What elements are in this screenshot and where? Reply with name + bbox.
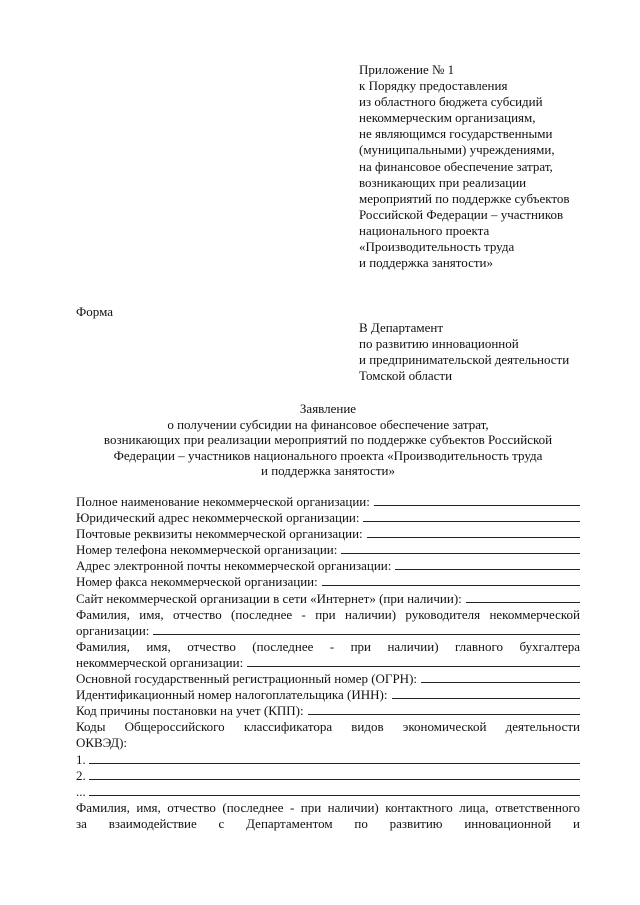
- phone-fill-line[interactable]: [341, 542, 580, 554]
- application-heading: [76, 401, 580, 479]
- appendix-line: из областного бюджета субсидий: [359, 94, 543, 110]
- accountant-label: некоммерческой организации:: [76, 654, 244, 670]
- full-name-label: Полное наименование некоммерческой организации:: [76, 494, 370, 509]
- email-label: Адрес электронной почты некоммерческой организации:: [76, 558, 392, 574]
- fax-label: Номер факса некоммерческой организации:: [76, 574, 318, 590]
- appendix-line: Приложение № 1: [359, 62, 455, 77]
- postal-details-label: Почтовые реквизиты некоммерческой организации:: [76, 526, 363, 542]
- okved-more-fill-line[interactable]: [89, 784, 580, 796]
- appendix-line: (муниципальными) учреждениями,: [359, 142, 555, 158]
- website-row: [76, 591, 580, 607]
- appendix-line: Российской Федерации – участников: [359, 206, 564, 222]
- okved-item-number: 1.: [76, 751, 86, 767]
- appendix-line: национального проекта: [359, 222, 490, 238]
- okved-item-number: 2.: [76, 767, 86, 783]
- legal-address-label: Юридический адрес некоммерческой организации:: [76, 510, 360, 526]
- ogrn-row: [76, 671, 580, 687]
- contact-label-line-2: за взаимодействие с Департаментом по развитию инновационной и: [76, 815, 580, 831]
- kpp-fill-line[interactable]: [308, 703, 580, 715]
- accountant-row: [76, 655, 580, 671]
- okved-item-fill-line[interactable]: [89, 768, 580, 780]
- accountant-label-line: Фамилия, имя, отчество (последнее - при наличии) главного бухгалтера: [76, 638, 580, 654]
- email-fill-line[interactable]: [395, 558, 580, 570]
- addressee-block: [359, 320, 569, 384]
- appendix-line: и поддержка занятости»: [359, 255, 493, 271]
- okved-item-row: [76, 768, 580, 784]
- document-title: Заявление: [299, 401, 357, 416]
- phone-row: [76, 542, 580, 558]
- postal-details-fill-line[interactable]: [367, 526, 580, 538]
- okved-label-line: Коды Общероссийского классификатора видов экономической деятельности: [76, 719, 580, 735]
- director-label-line: Фамилия, имя, отчество (последнее - при наличии) руководителя некоммерческой: [76, 606, 580, 622]
- addressee-line: и предпринимательской деятельности: [359, 352, 570, 368]
- inn-label: Идентификационный номер налогоплательщика (ИНН):: [76, 687, 388, 703]
- contact-label-line: Фамилия, имя, отчество (последнее - при наличии) контактного лица, ответственного: [76, 799, 580, 815]
- appendix-line: не являющимся государственными: [359, 126, 553, 142]
- appendix-line: мероприятий по поддержке субъектов: [359, 190, 570, 206]
- legal-address-fill-line[interactable]: [363, 510, 580, 522]
- inn-row: [76, 687, 580, 703]
- phone-label: Номер телефона некоммерческой организации:: [76, 542, 338, 558]
- email-row: [76, 558, 580, 574]
- kpp-label: Код причины постановки на учет (КПП):: [76, 703, 304, 719]
- application-fields: [76, 494, 580, 832]
- website-fill-line[interactable]: [466, 591, 580, 603]
- heading-line: о получении субсидии на финансовое обеспечение затрат,: [167, 416, 489, 432]
- full-name-row: [76, 494, 580, 510]
- appendix-block: [359, 62, 570, 271]
- appendix-line: возникающих при реализации: [359, 174, 527, 190]
- ogrn-fill-line[interactable]: [421, 671, 580, 683]
- okved-more-label: ...: [76, 783, 86, 799]
- addressee-line: В Департамент: [359, 320, 444, 335]
- director-fill-line[interactable]: [153, 623, 580, 635]
- website-label: Сайт некоммерческой организации в сети «Интернет» (при наличии):: [76, 590, 462, 606]
- heading-line: и поддержка занятости»: [261, 463, 395, 479]
- form-label: Форма: [76, 304, 113, 319]
- legal-address-row: [76, 510, 580, 526]
- full-name-fill-line[interactable]: [374, 494, 580, 506]
- ogrn-label: Основной государственный регистрационный номер (ОГРН):: [76, 671, 418, 687]
- inn-fill-line[interactable]: [392, 687, 581, 699]
- okved-more-row: [76, 784, 580, 800]
- fax-fill-line[interactable]: [322, 574, 580, 586]
- addressee-line: по развитию инновационной: [359, 336, 519, 352]
- appendix-line: некоммерческим организациям,: [359, 110, 536, 126]
- fax-row: [76, 574, 580, 590]
- appendix-line: к Порядку предоставления: [359, 78, 508, 94]
- heading-line: возникающих при реализации мероприятий по поддержке субъектов Российской: [103, 432, 553, 448]
- okved-item-row: [76, 752, 580, 768]
- heading-line: Федерации – участников национального проекта «Производительность труда: [113, 447, 543, 463]
- director-row: [76, 623, 580, 639]
- okved-item-fill-line[interactable]: [89, 752, 580, 764]
- postal-details-row: [76, 526, 580, 542]
- addressee-line: Томской области: [359, 368, 453, 384]
- accountant-fill-line[interactable]: [247, 655, 580, 667]
- director-label: организации:: [76, 622, 150, 638]
- appendix-line: на финансовое обеспечение затрат,: [359, 158, 553, 174]
- kpp-row: [76, 703, 580, 719]
- appendix-line: «Производительность труда: [359, 239, 515, 255]
- okved-label-line-2: ОКВЭД):: [76, 735, 128, 751]
